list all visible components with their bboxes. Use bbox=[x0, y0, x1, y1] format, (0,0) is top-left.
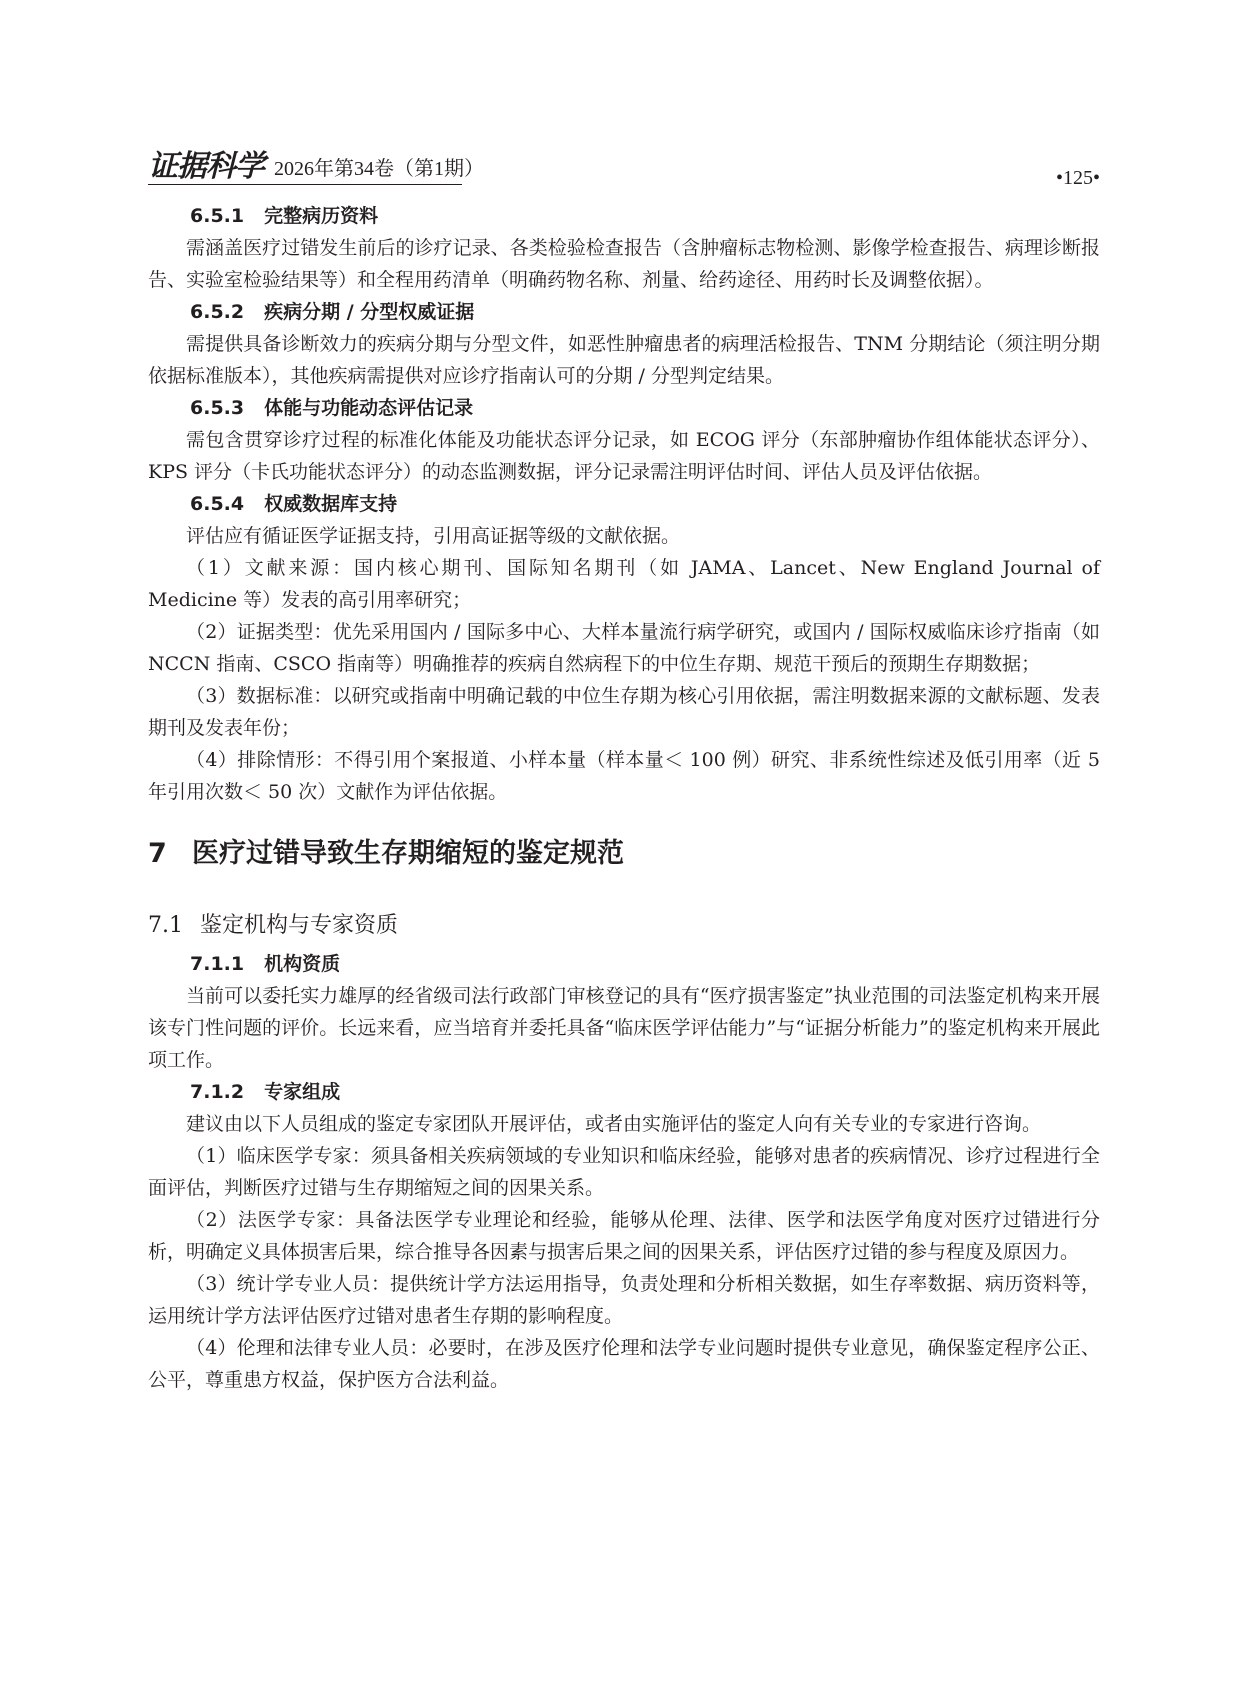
list-item: （1）文献来源：国内核心期刊、国际知名期刊（如 JAMA、Lancet、New England Journal of Medicine 等）发表的高引用率研究； bbox=[148, 557, 1101, 611]
header-rule bbox=[148, 184, 462, 185]
heading-7-1-1 bbox=[148, 948, 1100, 980]
article-body bbox=[148, 200, 1100, 1396]
page-number: •125• bbox=[1055, 167, 1100, 189]
section-number: 6.5.3 bbox=[190, 397, 245, 419]
heading-7-1-2 bbox=[148, 1076, 1100, 1108]
heading-6-5-4 bbox=[148, 488, 1100, 520]
list-item: （3）数据标准：以研究或指南中明确记载的中位生存期为核心引用依据，需注明数据来源的文献标题、发表期刊及发表年份； bbox=[148, 685, 1100, 739]
section-number: 6.5.1 bbox=[190, 205, 245, 227]
heading-6-5-2 bbox=[148, 296, 1100, 328]
section-title: 医疗过错导致生存期缩短的鉴定规范 bbox=[192, 838, 624, 869]
section-number: 7.1.1 bbox=[190, 953, 245, 975]
section-title: 权威数据库支持 bbox=[264, 493, 398, 515]
heading-7 bbox=[148, 834, 1100, 874]
page-header bbox=[148, 150, 1100, 188]
section-number: 6.5.4 bbox=[190, 493, 245, 515]
paragraph: 评估应有循证医学证据支持，引用高证据等级的文献依据。 bbox=[186, 525, 681, 547]
section-title: 疾病分期 / 分型权威证据 bbox=[264, 301, 475, 323]
list-item: （4）排除情形：不得引用个案报道、小样本量（样本量＜ 100 例）研究、非系统性综述及低引用率（近 5 年引用次数＜ 50 次）文献作为评估依据。 bbox=[148, 749, 1100, 803]
list-item: （2）证据类型：优先采用国内 / 国际多中心、大样本量流行病学研究，或国内 / 国际权威临床诊疗指南（如 NCCN 指南、CSCO 指南等）明确推荐的疾病自然病程下的中位生存期、规范干预后的预期生存期数据； bbox=[148, 621, 1100, 675]
section-title: 鉴定机构与专家资质 bbox=[200, 913, 399, 938]
journal-logo: 证据科学 bbox=[148, 149, 264, 184]
list-item: （2）法医学专家：具备法医学专业理论和经验，能够从伦理、法律、医学和法医学角度对医疗过错进行分析，明确定义具体损害后果，综合推导各因素与损害后果之间的因果关系，评估医疗过错的参与程度及原因力。 bbox=[148, 1209, 1100, 1263]
paragraph: 建议由以下人员组成的鉴定专家团队开展评估，或者由实施评估的鉴定人向有关专业的专家进行咨询。 bbox=[186, 1113, 1042, 1135]
section-number: 7.1 bbox=[148, 913, 183, 938]
section-number: 7.1.2 bbox=[190, 1081, 245, 1103]
section-number: 7 bbox=[148, 838, 167, 869]
paragraph: 需涵盖医疗过错发生前后的诊疗记录、各类检验检查报告（含肿瘤标志物检测、影像学检查报告、病理诊断报告、实验室检验结果等）和全程用药清单（明确药物名称、剂量、给药途径、用药时长及调整依据）。 bbox=[148, 237, 1100, 291]
section-title: 专家组成 bbox=[264, 1081, 341, 1103]
list-item: （3）统计学专业人员：提供统计学方法运用指导，负责处理和分析相关数据，如生存率数据、病历资料等，运用统计学方法评估医疗过错对患者生存期的影响程度。 bbox=[148, 1273, 1100, 1327]
heading-6-5-3 bbox=[148, 392, 1100, 424]
section-number: 6.5.2 bbox=[190, 301, 245, 323]
section-title: 机构资质 bbox=[264, 953, 341, 975]
section-title: 完整病历资料 bbox=[264, 205, 379, 227]
heading-7-1 bbox=[148, 908, 1100, 944]
paragraph: 当前可以委托实力雄厚的经省级司法行政部门审核登记的具有“医疗损害鉴定”执业范围的司法鉴定机构来开展该专门性问题的评价。长远来看，应当培育并委托具备“临床医学评估能力”与“证据分析能力”的鉴定机构来开展此项工作。 bbox=[148, 985, 1100, 1071]
section-title: 体能与功能动态评估记录 bbox=[264, 397, 474, 419]
paragraph: 需提供具备诊断效力的疾病分期与分型文件，如恶性肿瘤患者的病理活检报告、TNM 分期结论（须注明分期依据标准版本），其他疾病需提供对应诊疗指南认可的分期 / 分型判定结果。 bbox=[148, 333, 1100, 387]
heading-6-5-1 bbox=[148, 200, 1100, 232]
paragraph: 需包含贯穿诊疗过程的标准化体能及功能状态评分记录，如 ECOG 评分（东部肿瘤协作组体能状态评分）、KPS 评分（卡氏功能状态评分）的动态监测数据，评分记录需注明评估时间、评估人员及评估依据。 bbox=[148, 429, 1100, 483]
issue-info: 2026年第34卷（第1期） bbox=[274, 158, 484, 180]
list-item: （1）临床医学专家：须具备相关疾病领域的专业知识和临床经验，能够对患者的疾病情况、诊疗过程进行全面评估，判断医疗过错与生存期缩短之间的因果关系。 bbox=[148, 1145, 1100, 1199]
list-item: （4）伦理和法律专业人员：必要时，在涉及医疗伦理和法学专业问题时提供专业意见，确保鉴定程序公正、公平，尊重患方权益，保护医方合法利益。 bbox=[148, 1337, 1100, 1391]
